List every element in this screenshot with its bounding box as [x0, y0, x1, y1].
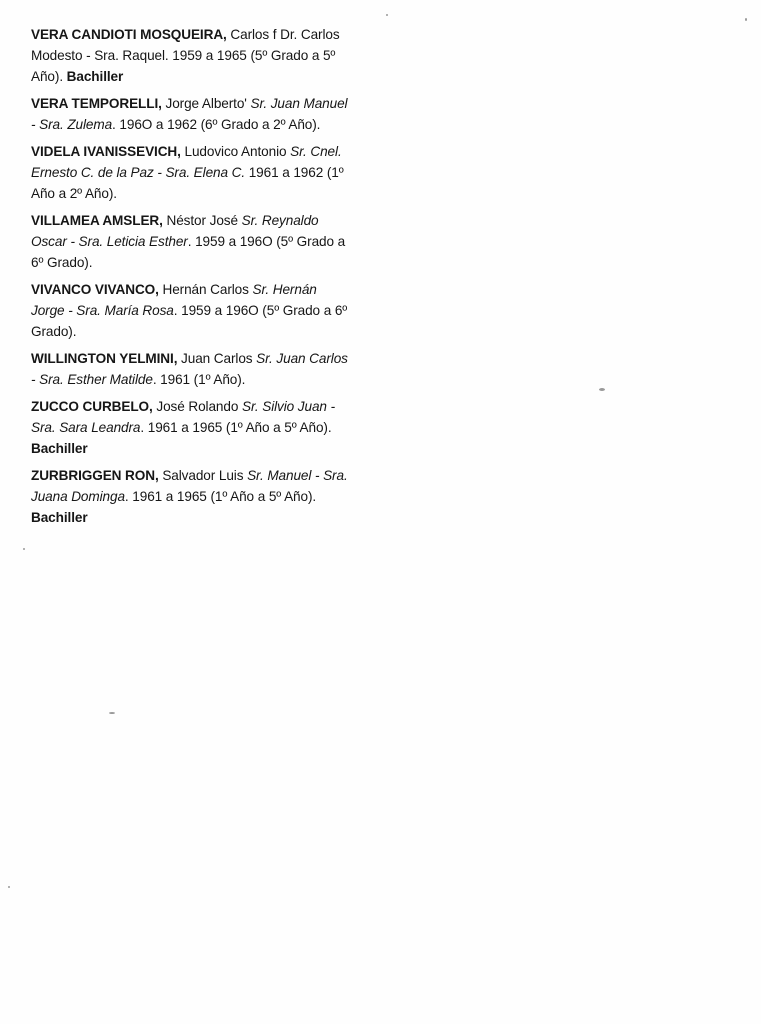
entry-years: . 1961 a 1965 (1º Año a 5º Año).	[124, 489, 317, 504]
list-item	[31, 141, 353, 204]
entry-years: . 196O a 1962 (6º Grado a 2º Año).	[112, 117, 321, 132]
entry-bachiller: Bachiller	[31, 441, 88, 456]
list-item	[31, 465, 353, 528]
entry-bachiller: Bachiller	[31, 510, 88, 525]
list-item	[31, 210, 353, 273]
entry-mother: Sra. Juana Dominga	[31, 468, 348, 504]
entry-given-names: Ludovico Antonio	[180, 144, 291, 159]
entry-years: . 1959 a 196O (5º Grado a 6º Grado).	[31, 234, 346, 270]
entry-separator: -	[31, 117, 40, 132]
entry-surname: VIVANCO VIVANCO,	[31, 282, 159, 297]
scan-speck	[109, 712, 115, 714]
entry-mother: Sra. Leticia Esther	[78, 234, 188, 249]
entry-surname: ZURBRIGGEN RON,	[31, 468, 159, 483]
entry-given-names: Néstor José	[162, 213, 242, 228]
entry-separator: -	[311, 468, 324, 483]
entry-separator: -	[31, 372, 40, 387]
entry-father: Sr. Hernán Jorge	[31, 282, 317, 318]
entry-separator: -	[66, 234, 79, 249]
entry-separator: -	[153, 165, 166, 180]
scan-speck	[8, 886, 10, 888]
entry-given-names: Salvador Luis	[158, 468, 248, 483]
entry-surname: WILLINGTON YELMINI,	[31, 351, 178, 366]
entry-mother: Sra. María Rosa	[76, 303, 174, 318]
entry-mother: Sra. Sara Leandra	[31, 420, 141, 435]
entry-given-names: Carlos f Dr. Carlos Modesto - Sra. Raquel.	[31, 27, 340, 63]
entry-given-names: Jorge Alberto'	[161, 96, 251, 111]
entry-mother: Sra. Esther Matilde	[39, 372, 153, 387]
list-item	[31, 93, 353, 135]
entry-father: Sr. Juan Carlos	[256, 351, 348, 366]
entry-years: . 1959 a 196O (5º Grado a 6º Grado).	[31, 303, 348, 339]
scan-speck	[745, 18, 747, 21]
entry-father: Sr. Cnel. Ernesto C. de la Paz	[31, 144, 342, 180]
scan-speck	[599, 388, 605, 391]
list-item	[31, 348, 353, 390]
entry-father: Sr. Juan Manuel	[250, 96, 348, 111]
entry-surname: ZUCCO CURBELO,	[31, 399, 153, 414]
entry-years: . 1961 a 1965 (1º Año a 5º Año).	[140, 420, 332, 435]
scan-speck	[23, 548, 25, 550]
entry-given-names: José Rolando	[152, 399, 242, 414]
list-item	[31, 279, 353, 342]
entry-father: Sr. Silvio Juan	[242, 399, 327, 414]
entry-surname: VERA TEMPORELLI,	[31, 96, 162, 111]
entry-given-names: Juan Carlos	[177, 351, 257, 366]
entry-mother: Sra. Elena C.	[165, 165, 246, 180]
entry-mother: Sra. Zulema	[39, 117, 113, 132]
entry-bachiller: Bachiller	[66, 69, 124, 84]
entry-years: 1959 a 1965 (5º Grado a 5º Año).	[31, 48, 336, 84]
entry-years: . 1961 (1º Año).	[152, 372, 246, 387]
entry-surname: VERA CANDIOTI MOSQUEIRA,	[31, 27, 227, 42]
entry-surname: VIDELA IVANISSEVICH,	[31, 144, 181, 159]
entry-years: 1961 a 1962 (1º Año a 2º Año).	[31, 165, 344, 201]
entry-given-names: Hernán Carlos	[158, 282, 253, 297]
list-item	[31, 396, 353, 459]
alumni-list	[31, 24, 353, 534]
list-item	[31, 24, 353, 87]
entry-separator: -	[64, 303, 77, 318]
entry-surname: VILLAMEA AMSLER,	[31, 213, 163, 228]
entry-separator: -	[326, 399, 335, 414]
entry-father: Sr. Reynaldo Oscar	[31, 213, 319, 249]
entry-father: Sr. Manuel	[247, 468, 312, 483]
scan-speck	[386, 14, 388, 16]
